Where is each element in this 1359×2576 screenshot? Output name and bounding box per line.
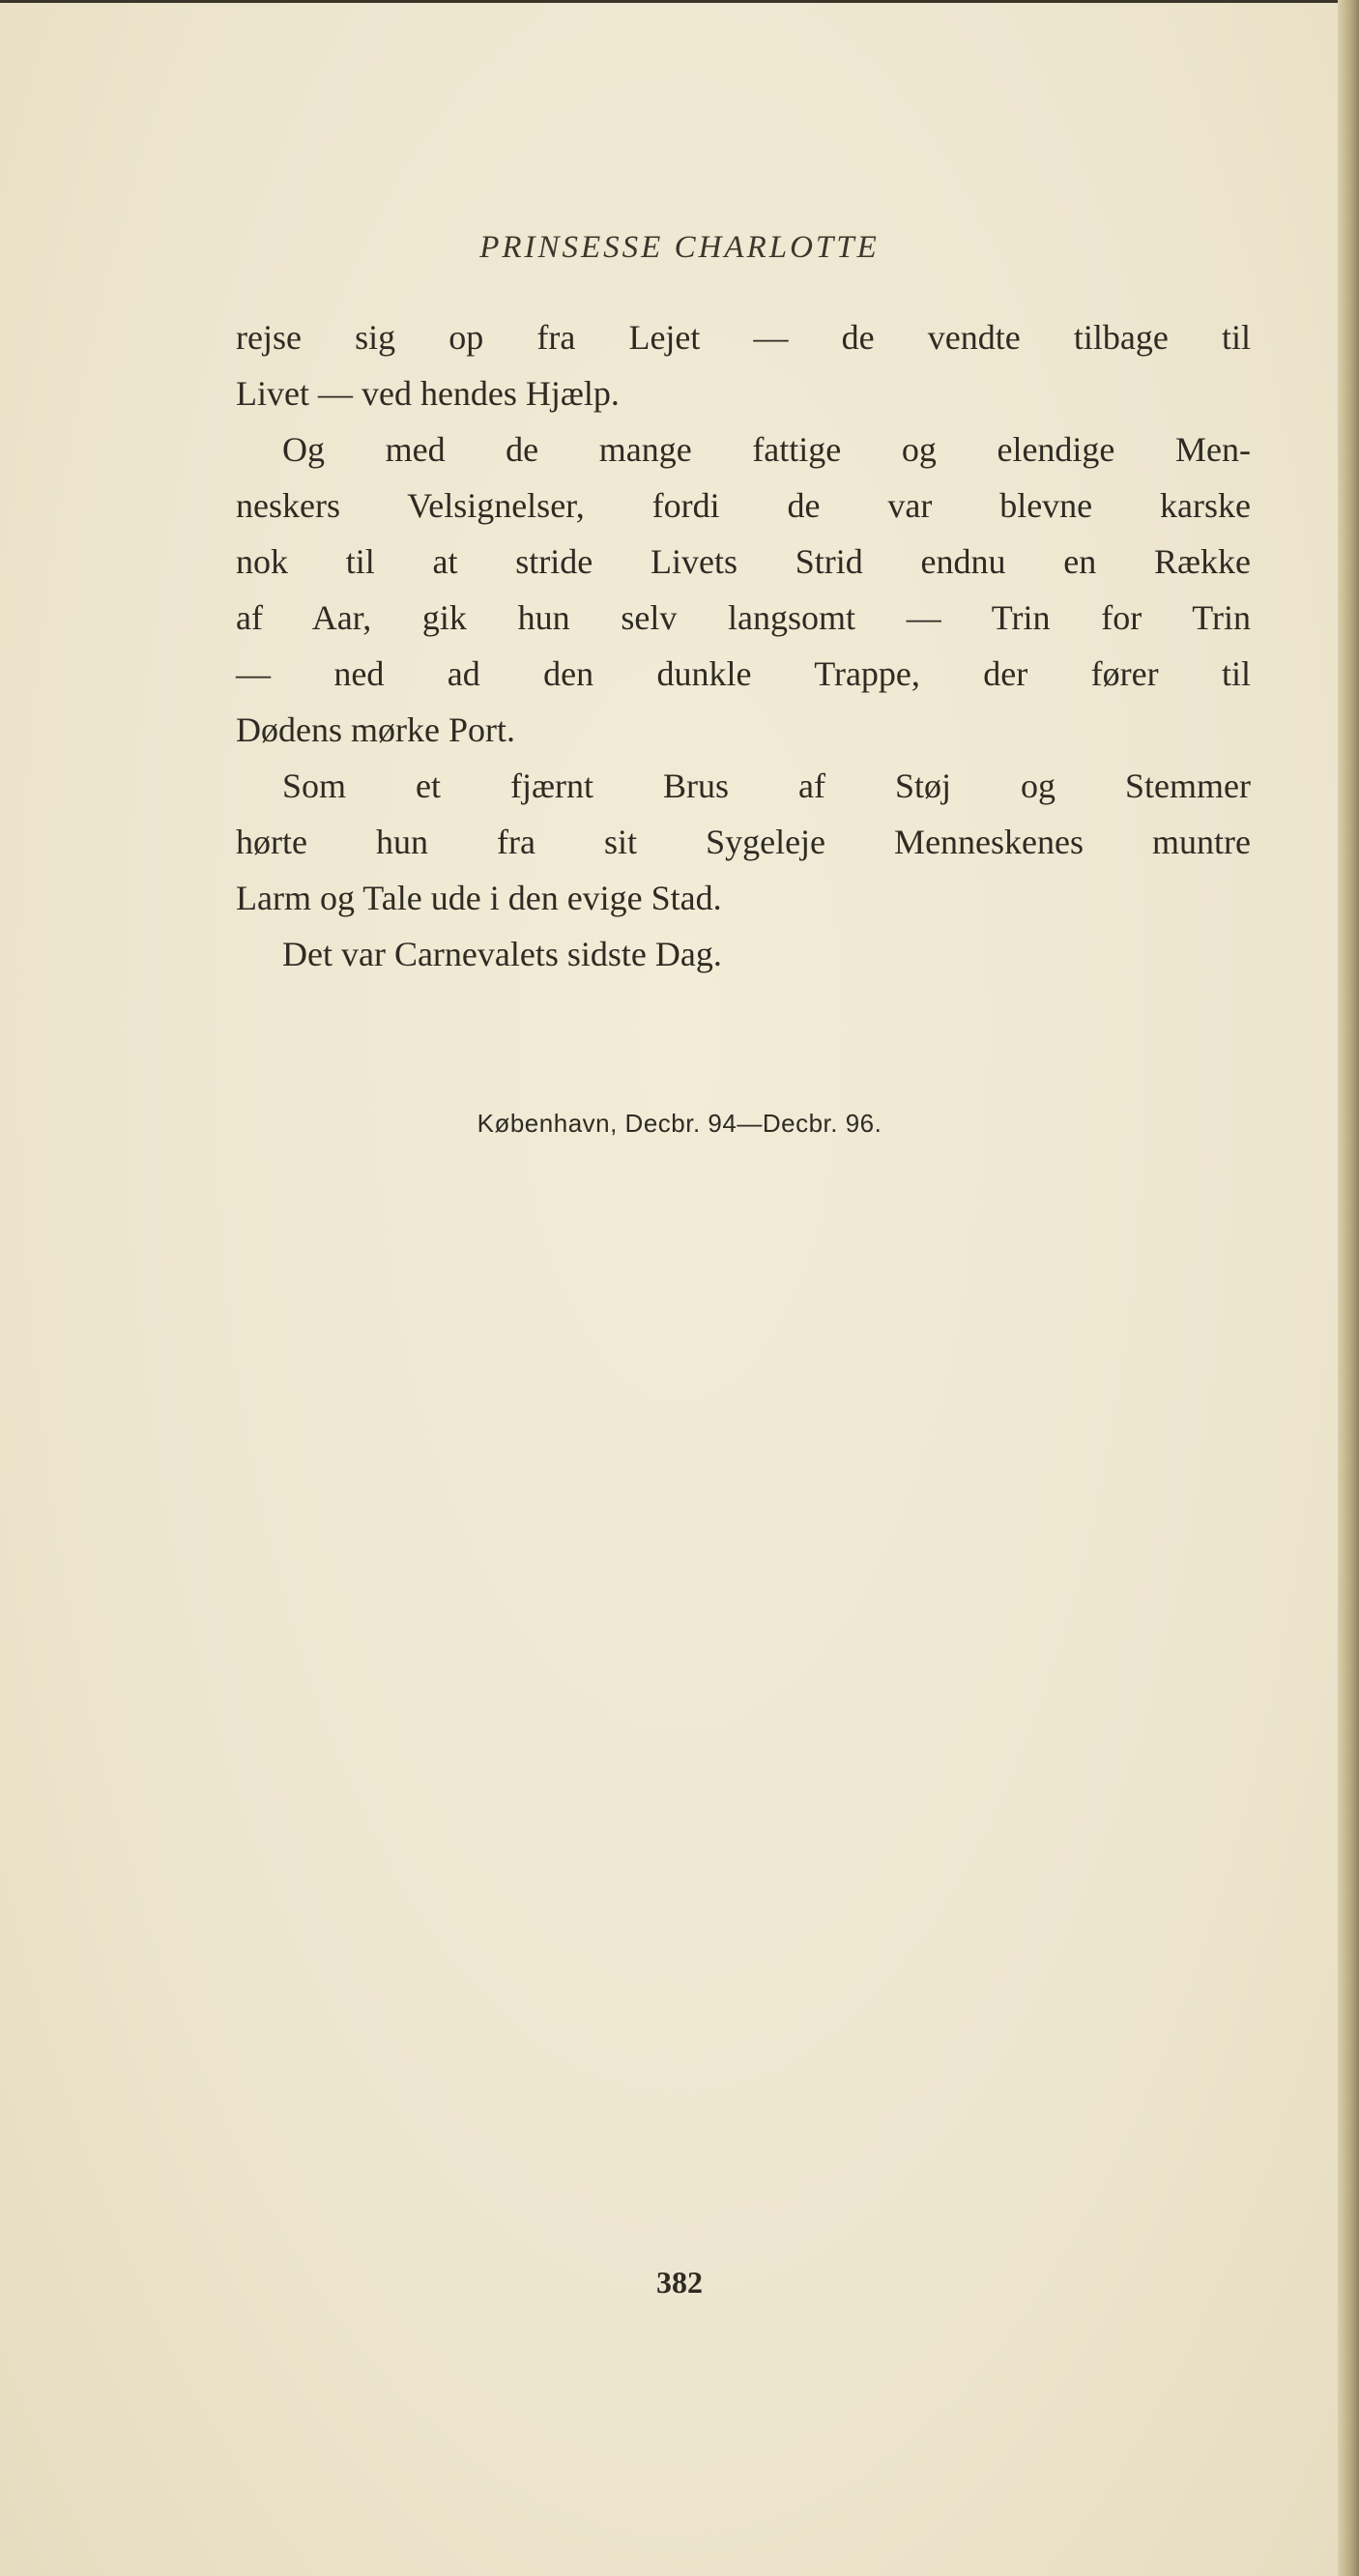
text-line: Dødens mørke Port. [236,710,515,749]
place-date-signoff: København, Decbr. 94—Decbr. 96. [477,1109,882,1138]
text-line: — ned ad den dunkle Trappe, der fører til [236,654,1251,693]
text-line: nok til at stride Livets Strid endnu en Række [236,542,1251,581]
text-line: Livet — ved hendes Hjælp. [236,374,620,413]
text-line: rejse sig op fra Lejet — de vendte tilbage til [236,318,1251,357]
page-number: 382 [656,2265,703,2300]
text-line: Larm og Tale ude i den evige Stad. [236,879,722,917]
text-line: af Aar, gik hun selv langsomt — Trin for Trin [236,598,1251,637]
body-text [236,309,1251,982]
page-edge-shadow [1338,0,1359,2576]
text-line: neskers Velsignelser, fordi de var blevne karske [236,486,1251,525]
text-line: hørte hun fra sit Sygeleje Menneskenes muntre [236,823,1251,861]
top-edge-rule [0,0,1359,3]
text-line: Og med de mange fattige og elendige Men- [282,430,1251,469]
text-line: Som et fjærnt Brus af Støj og Stemmer [282,767,1251,805]
running-head: PRINSESSE CHARLOTTE [479,230,880,265]
text-line: Det var Carnevalets sidste Dag. [282,935,722,973]
